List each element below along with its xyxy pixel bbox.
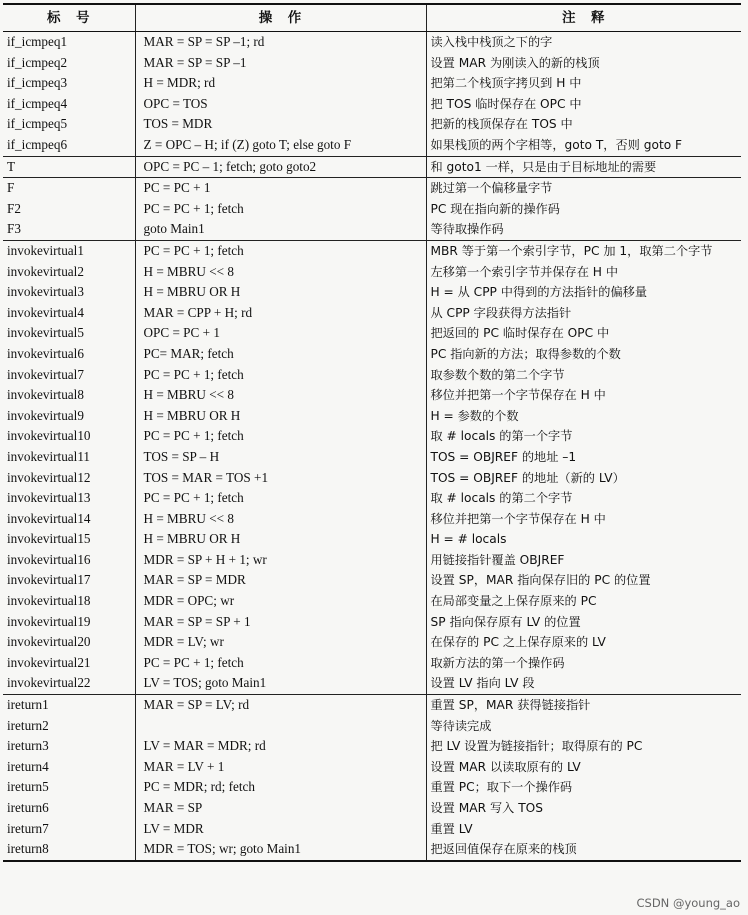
cell-comment: 把返回值保存在原来的栈顶 <box>426 839 741 861</box>
cell-label: invokevirtual20 <box>3 632 135 653</box>
table-row <box>3 509 741 530</box>
cell-operation: MAR = SP = SP –1 <box>135 53 426 74</box>
cell-label: invokevirtual18 <box>3 591 135 612</box>
cell-comment: 把返回的 PC 临时保存在 OPC 中 <box>430 326 610 341</box>
table-row <box>3 32 741 53</box>
cell-comment: 把新的栈顶保存在 TOS 中 <box>430 117 573 132</box>
cell-operation: LV = MAR = MDR; rd <box>135 736 426 757</box>
table-row <box>3 199 741 220</box>
table-row <box>3 303 741 324</box>
cell-operation: MAR = LV + 1 <box>135 757 426 778</box>
cell-operation: MDR = LV; wr <box>135 632 426 653</box>
table-row <box>3 716 741 737</box>
cell-label: invokevirtual21 <box>3 653 135 674</box>
cell-comment: SP 指向保存原有 LV 的位置 <box>430 614 581 629</box>
cell-comment: 把 TOS 临时保存在 OPC 中 <box>430 96 582 111</box>
table-row <box>3 673 741 694</box>
table-row <box>3 447 741 468</box>
table-row <box>3 798 741 819</box>
cell-label: invokevirtual4 <box>3 303 135 324</box>
table-row <box>3 777 741 798</box>
cell-operation: OPC = PC – 1; fetch; goto goto2 <box>135 156 426 178</box>
cell-comment: 设置 SP，MAR 指向保存旧的 PC 的位置 <box>430 573 651 588</box>
table-header <box>3 4 741 32</box>
cell-label: invokevirtual7 <box>3 365 135 386</box>
cell-label: ireturn3 <box>3 736 135 757</box>
cell-operation: MAR = SP = SP –1; rd <box>135 32 426 53</box>
table-row <box>3 282 741 303</box>
cell-label: invokevirtual19 <box>3 612 135 633</box>
cell-label: if_icmpeq6 <box>3 135 135 156</box>
cell-comment: MBR 等于第一个索引字节，PC 加 1，取第二个字节 <box>426 240 741 261</box>
cell-comment: 把 LV 设置为链接指针；取得原有的 PC <box>430 739 643 754</box>
cell-operation: MAR = SP = LV; rd <box>135 695 426 716</box>
cell-label: ireturn8 <box>3 839 135 861</box>
cell-operation: MAR = SP = MDR <box>135 570 426 591</box>
cell-comment: 在局部变量之上保存原来的 PC <box>430 594 597 609</box>
cell-label: invokevirtual10 <box>3 426 135 447</box>
cell-comment: TOS = OBJREF 的地址（新的 LV） <box>430 470 625 485</box>
cell-comment: 取新方法的第一个操作码 <box>430 655 565 670</box>
cell-comment: 左移第一个索引字节并保存在 H 中 <box>430 264 619 279</box>
cell-comment: 等待读完成 <box>430 718 492 733</box>
table-row <box>3 240 741 261</box>
table-row <box>3 550 741 571</box>
cell-operation: LV = TOS; goto Main1 <box>135 673 426 694</box>
cell-operation: PC = PC + 1; fetch <box>135 653 426 674</box>
cell-comment: 读入栈中栈顶之下的字 <box>430 35 553 50</box>
table-body <box>3 32 741 861</box>
cell-comment: PC 现在指向新的操作码 <box>430 201 560 216</box>
cell-comment: 设置 MAR 写入 TOS <box>430 801 543 816</box>
table-row <box>3 736 741 757</box>
cell-comment: H = # locals <box>430 532 507 547</box>
cell-label: invokevirtual6 <box>3 344 135 365</box>
header-row <box>3 4 741 32</box>
cell-operation: H = MBRU OR H <box>135 282 426 303</box>
cell-comment: 在保存的 PC 之上保存原来的 LV <box>430 635 606 650</box>
cell-operation: H = MBRU << 8 <box>135 262 426 283</box>
watermark: CSDN @young_ao <box>636 896 740 910</box>
cell-label: ireturn2 <box>3 716 135 737</box>
cell-comment: 重置 LV <box>430 821 473 836</box>
cell-operation: TOS = MDR <box>135 114 426 135</box>
cell-operation: MDR = SP + H + 1; wr <box>135 550 426 571</box>
cell-label: invokevirtual15 <box>3 529 135 550</box>
table-row <box>3 819 741 840</box>
cell-operation: PC = PC + 1; fetch <box>135 365 426 386</box>
cell-comment: 移位并把第一个字节保存在 H 中 <box>430 511 606 526</box>
table-row <box>3 53 741 74</box>
cell-operation: H = MBRU << 8 <box>135 385 426 406</box>
cell-label: ireturn4 <box>3 757 135 778</box>
cell-operation: PC = PC + 1 <box>135 178 426 199</box>
cell-operation: H = MBRU OR H <box>135 406 426 427</box>
table-row <box>3 426 741 447</box>
cell-comment: 如果栈顶的两个字相等，goto T，否则 goto F <box>430 138 683 153</box>
cell-comment: 取 # locals 的第一个字节 <box>430 429 573 444</box>
cell-comment: 取参数个数的第二个字节 <box>430 367 565 382</box>
table-row <box>3 94 741 115</box>
cell-label: if_icmpeq2 <box>3 53 135 74</box>
cell-operation: MAR = SP = SP + 1 <box>135 612 426 633</box>
cell-operation: MDR = OPC; wr <box>135 591 426 612</box>
cell-comment: H = 参数的个数 <box>430 408 519 423</box>
cell-label: ireturn7 <box>3 819 135 840</box>
cell-comment: 设置 MAR 为刚读入的新的栈顶 <box>430 55 600 70</box>
cell-label: F3 <box>3 219 135 240</box>
cell-label: invokevirtual3 <box>3 282 135 303</box>
cell-operation: PC = PC + 1; fetch <box>135 240 426 261</box>
header-operation: 操 作 <box>135 4 426 32</box>
cell-label: if_icmpeq4 <box>3 94 135 115</box>
table-row <box>3 178 741 199</box>
cell-operation: MAR = SP <box>135 798 426 819</box>
cell-label: ireturn1 <box>3 695 135 716</box>
cell-operation: H = MBRU << 8 <box>135 509 426 530</box>
cell-operation: LV = MDR <box>135 819 426 840</box>
table-row <box>3 135 741 156</box>
table-row <box>3 529 741 550</box>
cell-operation: MDR = TOS; wr; goto Main1 <box>135 839 426 861</box>
cell-operation: H = MBRU OR H <box>135 529 426 550</box>
table-row <box>3 467 741 488</box>
cell-label: invokevirtual17 <box>3 570 135 591</box>
cell-operation <box>135 716 426 737</box>
cell-comment: 用链接指针覆盖 OBJREF <box>430 552 565 567</box>
cell-label: F <box>3 178 135 199</box>
cell-label: invokevirtual5 <box>3 323 135 344</box>
cell-label: invokevirtual22 <box>3 673 135 694</box>
cell-operation: PC = MDR; rd; fetch <box>135 777 426 798</box>
cell-comment: 取 # locals 的第二个字节 <box>430 491 573 506</box>
cell-comment: 重置 PC；取下一个操作码 <box>430 780 573 795</box>
cell-operation: OPC = PC + 1 <box>135 323 426 344</box>
cell-label: invokevirtual9 <box>3 406 135 427</box>
table-row <box>3 612 741 633</box>
table-row <box>3 365 741 386</box>
cell-label: invokevirtual11 <box>3 447 135 468</box>
cell-operation: TOS = SP – H <box>135 447 426 468</box>
table-row <box>3 219 741 240</box>
header-comment: 注 释 <box>426 4 741 32</box>
table-row <box>3 653 741 674</box>
cell-label: F2 <box>3 199 135 220</box>
cell-comment: 把第二个栈顶字拷贝到 H 中 <box>430 76 582 91</box>
table-row <box>3 839 741 861</box>
table-row <box>3 385 741 406</box>
cell-comment: 重置 SP，MAR 获得链接指针 <box>426 695 741 716</box>
cell-operation: Z = OPC – H; if (Z) goto T; else goto F <box>135 135 426 156</box>
cell-label: invokevirtual2 <box>3 262 135 283</box>
cell-label: ireturn6 <box>3 798 135 819</box>
table-row <box>3 73 741 94</box>
table-row <box>3 591 741 612</box>
table-row <box>3 323 741 344</box>
cell-label: ireturn5 <box>3 777 135 798</box>
cell-label: invokevirtual13 <box>3 488 135 509</box>
cell-comment: 和 goto1 一样，只是由于目标地址的需要 <box>426 156 741 178</box>
cell-label: if_icmpeq1 <box>3 32 135 53</box>
table-row <box>3 570 741 591</box>
cell-operation: OPC = TOS <box>135 94 426 115</box>
cell-label: T <box>3 156 135 178</box>
cell-comment: 设置 MAR 以读取原有的 LV <box>430 759 581 774</box>
header-label: 标 号 <box>3 4 135 32</box>
table-row <box>3 695 741 716</box>
cell-operation: PC= MAR; fetch <box>135 344 426 365</box>
cell-label: invokevirtual12 <box>3 467 135 488</box>
table-row <box>3 114 741 135</box>
cell-operation: TOS = MAR = TOS +1 <box>135 467 426 488</box>
cell-comment: TOS = OBJREF 的地址 –1 <box>430 449 577 464</box>
cell-operation: PC = PC + 1; fetch <box>135 426 426 447</box>
table-row <box>3 488 741 509</box>
cell-comment: 设置 LV 指向 LV 段 <box>430 676 535 691</box>
cell-operation: H = MDR; rd <box>135 73 426 94</box>
table-row <box>3 344 741 365</box>
cell-operation: PC = PC + 1; fetch <box>135 199 426 220</box>
table-row <box>3 632 741 653</box>
microinstruction-table <box>3 3 741 862</box>
cell-label: invokevirtual1 <box>3 240 135 261</box>
cell-comment: 移位并把第一个字节保存在 H 中 <box>430 388 606 403</box>
cell-comment: 等待取操作码 <box>430 222 504 237</box>
table-row <box>3 262 741 283</box>
table-row <box>3 406 741 427</box>
cell-label: if_icmpeq3 <box>3 73 135 94</box>
cell-operation: PC = PC + 1; fetch <box>135 488 426 509</box>
table-row <box>3 156 741 178</box>
cell-label: invokevirtual16 <box>3 550 135 571</box>
cell-label: invokevirtual14 <box>3 509 135 530</box>
table-row <box>3 757 741 778</box>
cell-operation: goto Main1 <box>135 219 426 240</box>
cell-label: if_icmpeq5 <box>3 114 135 135</box>
cell-comment: PC 指向新的方法；取得参数的个数 <box>430 346 621 361</box>
cell-label: invokevirtual8 <box>3 385 135 406</box>
cell-operation: MAR = CPP + H; rd <box>135 303 426 324</box>
cell-comment: H = 从 CPP 中得到的方法指针的偏移量 <box>430 285 648 300</box>
cell-comment: 跳过第一个偏移量字节 <box>426 178 741 199</box>
cell-comment: 从 CPP 字段获得方法指针 <box>430 305 572 320</box>
